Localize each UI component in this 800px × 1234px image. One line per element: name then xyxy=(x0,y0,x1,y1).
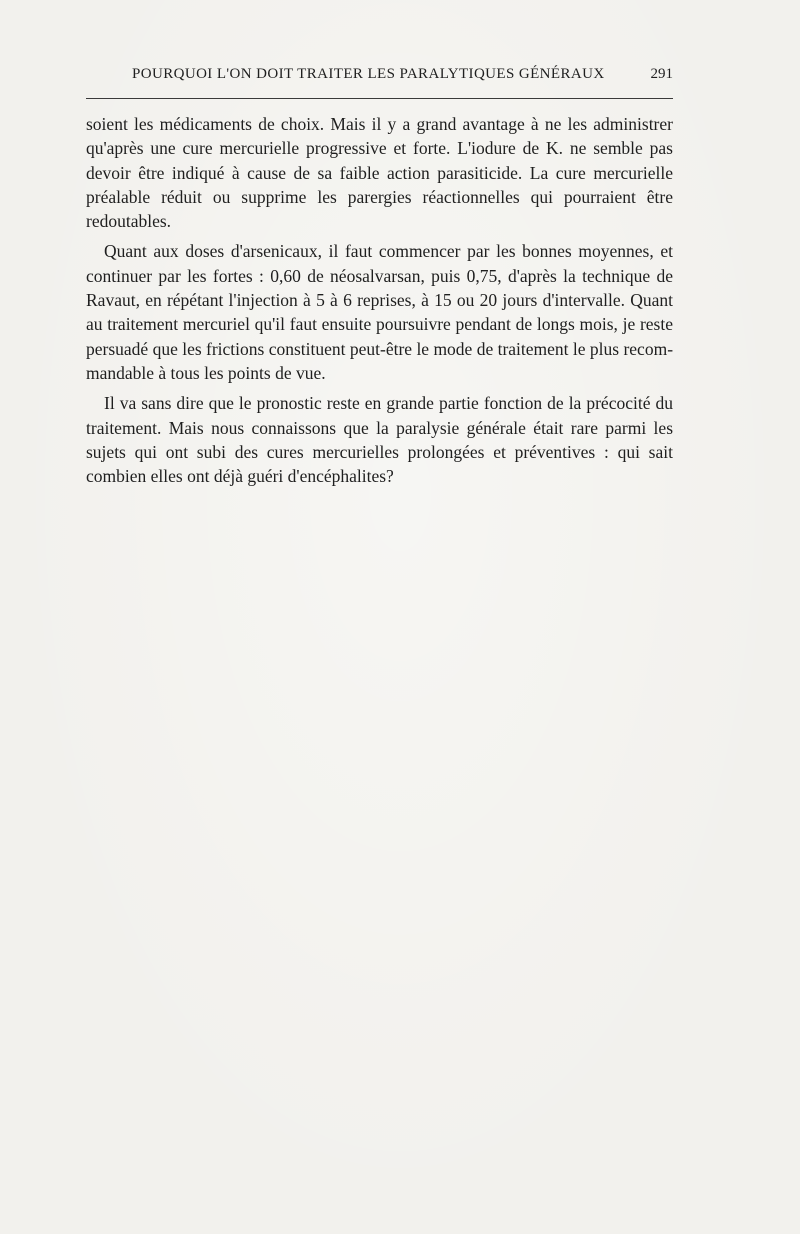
running-title: POURQUOI L'ON DOIT TRAITER LES PARALYTIQUES GÉNÉRAUX xyxy=(132,66,605,82)
page-number: 291 xyxy=(650,66,673,82)
paragraph-1: soient les médicaments de choix. Mais il y a grand avantage à ne les administrer qu'après une cure mercurielle progressive et forte. L'iodure de K. ne semble pas devoir être indiqué à cause de sa faible action parasiticide. La cure mercurielle préalable réduit ou supprime les parergies réactionnelles qui pourraient être redoutables. xyxy=(86,114,673,232)
paragraph-3: Il va sans dire que le pronostic reste en grande partie fonction de la précocité du traitement. Mais nous connaissons que la paralysie générale était rare parmi les sujets qui ont subi des cures mercurielles prolongées et préventives : qui sait combien elles ont déjà guéri d'encéphalites? xyxy=(86,393,673,487)
running-head xyxy=(86,66,673,90)
header-rule xyxy=(86,98,673,99)
paragraph-2: Quant aux doses d'arsenicaux, il faut commencer par les bonnes moyennes, et continuer par les fortes : 0,60 de néosalvarsan, puis 0,75, d'après la technique de Ravaut, en répétant l'injection à 5 à 6 reprises, à 15 ou 20 jours d'intervalle. Quant au traitement mercuriel qu'il faut ensuite poursuivre pendant de longs mois, je reste persuadé que les frictions constituent peut-être le mode de traitement le plus recommandable à tous les points de vue. xyxy=(86,241,674,383)
body-text xyxy=(86,112,673,494)
